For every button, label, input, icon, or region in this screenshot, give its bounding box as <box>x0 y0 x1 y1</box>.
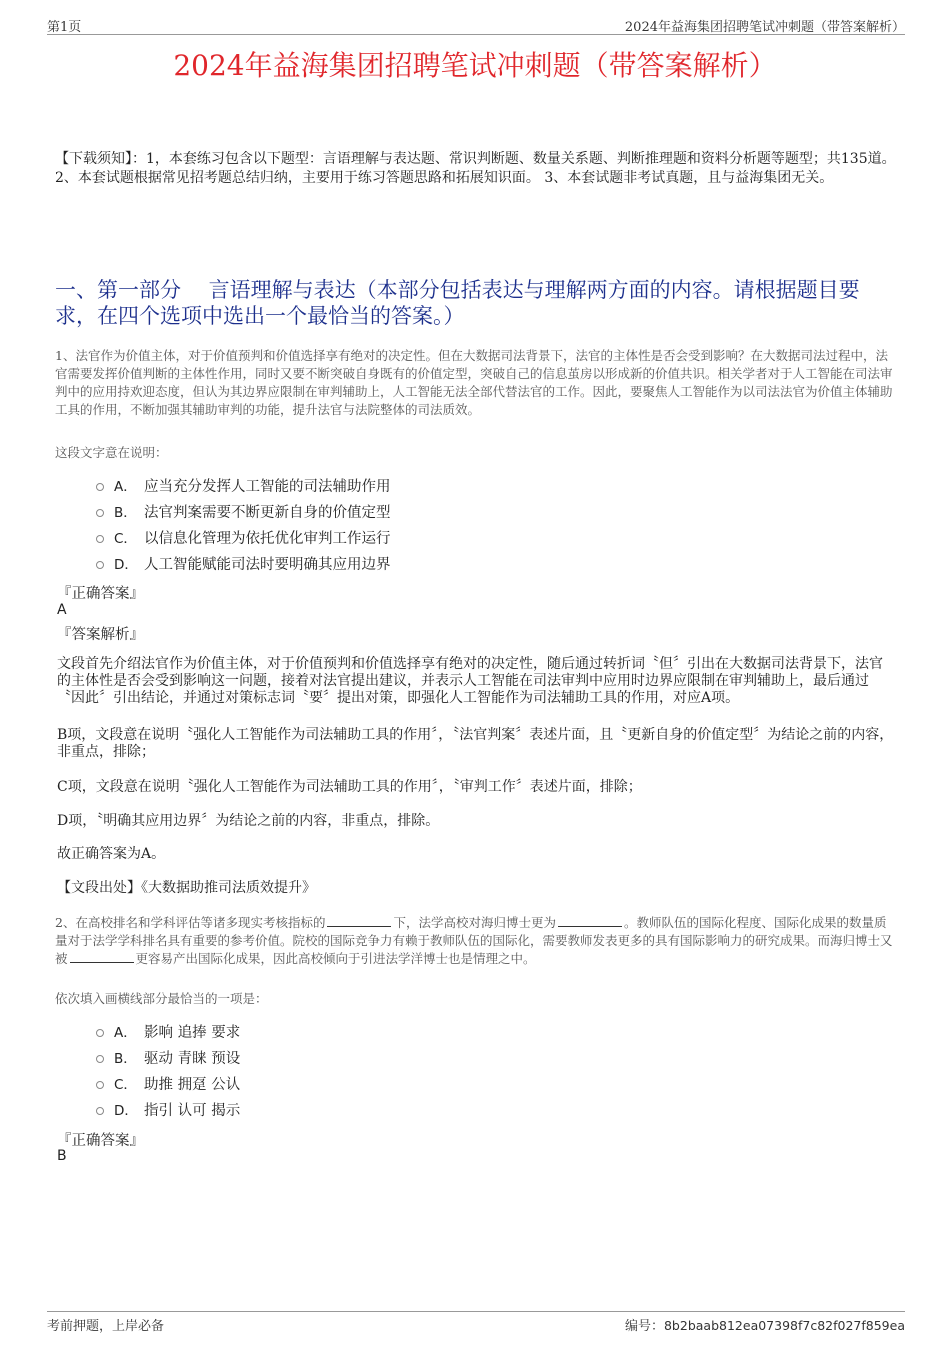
q2-option-d[interactable]: D． 指引 认可 揭示 <box>96 1096 240 1122</box>
question-1-options <box>96 472 391 576</box>
radio-icon[interactable] <box>96 535 104 543</box>
q1-analysis-p3: C项，文段意在说明〝强化人工智能作为司法辅助工具的作用〞，〝审判工作〞表述片面，排除； <box>57 779 642 795</box>
question-2-options <box>96 1018 240 1122</box>
document-title: 2024年益海集团招聘笔试冲刺题（带答案解析） <box>173 49 777 82</box>
q1-option-c[interactable]: C． 以信息化管理为依托优化审判工作运行 <box>96 524 391 550</box>
q2-option-a[interactable]: A． 影响 追捧 要求 <box>96 1018 240 1044</box>
header-doc-title: 2024年益海集团招聘笔试冲刺题（带答案解析） <box>624 20 905 35</box>
q1-answer-label: 『正确答案』 <box>57 586 144 602</box>
page-header <box>47 14 905 35</box>
q1-option-a[interactable]: A． 应当充分发挥人工智能的司法辅助作用 <box>96 472 391 498</box>
radio-icon[interactable] <box>96 561 104 569</box>
radio-icon[interactable] <box>96 1029 104 1037</box>
q1-analysis-p4: D项，〝明确其应用边界〞为结论之前的内容，非重点，排除。 <box>57 813 440 829</box>
page-footer <box>47 1311 905 1334</box>
question-1-prompt: 这段文字意在说明： <box>55 445 168 460</box>
q2-option-b[interactable]: B． 驱动 青睐 预设 <box>96 1044 240 1070</box>
footer-code: 编号：8b2baab812ea07398f7c82f027f859ea <box>624 1318 905 1334</box>
page-number: 第1页 <box>47 20 82 35</box>
q1-analysis-p2: B项，文段意在说明〝强化人工智能作为司法辅助工具的作用〞，〝法官判案〞表述片面，且〝更新自身的价值定型〞为结论之前的内容，非重点，排除； <box>57 727 894 760</box>
section-title: 一、第一部分 言语理解与表达（本部分包括表达与理解两方面的内容。请根据题目要求，在四个选项中选出一个最恰当的答案。） <box>55 278 860 328</box>
question-1-stem: 1、法官作为价值主体，对于价值预判和价值选择享有绝对的决定性。但在大数据司法背景下，法官的主体性是否会受到影响？在大数据司法过程中，法官需要发挥价值判断的主体性作用，同时又要不断突破自身既有的价值定型，突破自己的信息茧房以形成新的价值共识。相关学者对于人工智能在司法审判中的应用持欢迎态度，但认为其边界应限制在审判辅助上，人工智能无法全部代替法官的工作。因此，要聚焦人工智能作为以司法法官为价值主体辅助工具的作用，不断加强其辅助审判的功能，提升法官与法院整体的司法质效。 <box>55 348 893 417</box>
q2-answer: B <box>57 1148 67 1164</box>
radio-icon[interactable] <box>96 1107 104 1115</box>
fill-blank <box>70 951 134 963</box>
q1-analysis-p1: 文段首先介绍法官作为价值主体，对于价值预判和价值选择享有绝对的决定性，随后通过转折词〝但〞引出在大数据司法背景下，法官的主体性是否会受到影响这一问题，接着对法官提出建议，并表示人工智能在司法审判中应用时边界应限制在审判辅助上，最后通过〝因此〞引出结论，并通过对策标志词〝要〞提出对策，即强化人工智能作为司法辅助工具的作用，对应A项。 <box>57 656 883 706</box>
q1-analysis-p5: 故正确答案为A。 <box>57 846 166 862</box>
footer-slogan: 考前押题，上岸必备 <box>47 1319 165 1334</box>
q2-option-c[interactable]: C． 助推 拥趸 公认 <box>96 1070 240 1096</box>
q1-option-d[interactable]: D． 人工智能赋能司法时要明确其应用边界 <box>96 550 391 576</box>
q2-answer-label: 『正确答案』 <box>57 1133 144 1149</box>
q1-option-b[interactable]: B． 法官判案需要不断更新自身的价值定型 <box>96 498 391 524</box>
q1-analysis-label: 『答案解析』 <box>57 627 144 643</box>
q1-answer: A <box>57 602 67 618</box>
radio-icon[interactable] <box>96 1055 104 1063</box>
radio-icon[interactable] <box>96 509 104 517</box>
download-notice: 【下载须知】：1，本套练习包含以下题型：言语理解与表达题、常识判断题、数量关系题、判断推理题和资料分析题等题型；共135道。 2、本套试题根据常见招考题总结归纳，主要用于练习答题思路和拓展知识面。 3、本套试题非考试真题，且与益海集团无关。 <box>55 151 896 186</box>
radio-icon[interactable] <box>96 483 104 491</box>
question-2-stem: 2、在高校排名和学科评估等诸多现实考核指标的 下，法学高校对海归博士更为 。教师队伍的国际化程度、国际化成果的数量质量对于法学学科排名具有重要的参考价值。院校的国际竞争力有赖于教师队伍的国际化，需要教师发表更多的具有国际影响力的研究成果。而海归博士又被 更容易产出国际化成果，因此高校倾向于引进法学洋博士也是情理之中。 <box>55 915 893 966</box>
q1-source: 【文段出处】《大数据助推司法质效提升》 <box>57 880 316 896</box>
radio-icon[interactable] <box>96 1081 104 1089</box>
fill-blank <box>327 915 391 927</box>
question-2-prompt: 依次填入画横线部分最恰当的一项是： <box>55 991 268 1006</box>
fill-blank <box>558 915 622 927</box>
